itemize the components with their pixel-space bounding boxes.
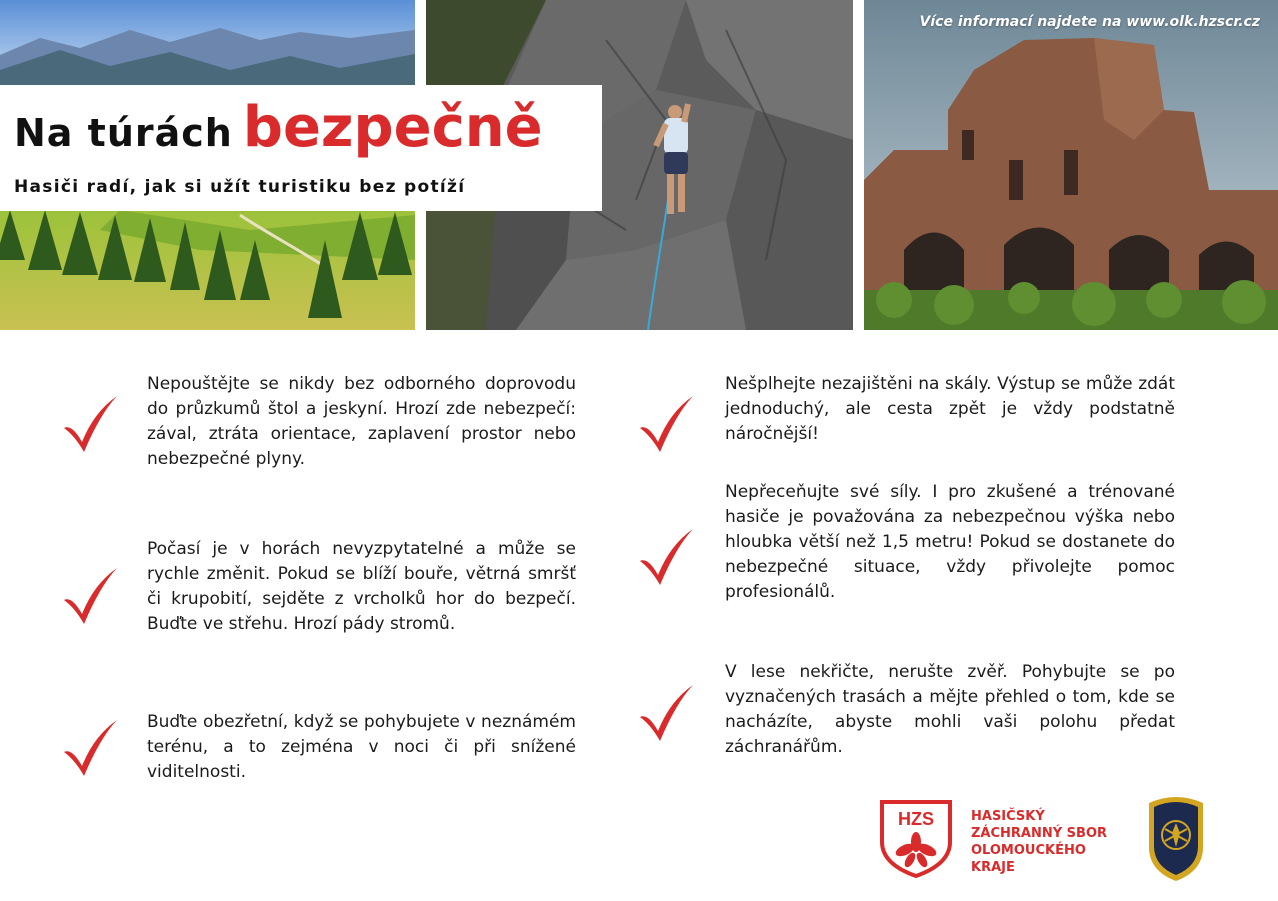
tip-weather: Počasí je v horách nevyzpytatelné a může se rychle změnit. Pokud se blíží bouře, větrná smršť či krupobití, sejděte z vrcholků hor do bezpečí. Buďte ve střehu. Hrozí pády stromů. xyxy=(147,539,576,634)
organization-name xyxy=(971,808,1141,876)
check-mark-icon xyxy=(60,718,120,780)
title-accent: bezpečně xyxy=(242,95,543,160)
org-line: OLOMOUCKÉHO xyxy=(971,843,1086,858)
org-line: ZÁCHRANNÝ SBOR xyxy=(971,826,1108,841)
page-subtitle: Hasiči radí, jak si užít turistiku bez potíží xyxy=(14,177,466,197)
org-line: HASIČSKÝ xyxy=(971,809,1045,824)
org-line: KRAJE xyxy=(971,860,1015,875)
check-mark-icon xyxy=(636,527,696,589)
check-mark-icon xyxy=(636,394,696,456)
check-mark-icon xyxy=(636,683,696,745)
castle-ruins-photo xyxy=(864,0,1278,330)
title-box xyxy=(0,85,602,211)
tip-strength: Nepřeceňujte své síly. I pro zkušené a trénované hasiče je považována za nebezpečnou výška nebo hloubka větší než 1,5 metru! Pokud se dostanete do nebezpečné situace, vždy přivolejte pomoc profesionálů. xyxy=(725,482,1175,602)
logo-text: HZS xyxy=(898,809,934,829)
check-mark-icon xyxy=(60,394,120,456)
fire-rescue-emblem xyxy=(1143,793,1209,883)
title-plain: Na túrách xyxy=(14,111,233,155)
website-info: Více informací najdete na www.olk.hzscr.cz xyxy=(919,14,1260,30)
page-title xyxy=(14,95,543,160)
tip-terrain: Buďte obezřetní, když se pohybujete v neznámém terénu, a to zejména v noci či při snížené viditelnosti. xyxy=(147,712,576,782)
tip-forest: V lese nekřičte, nerušte zvěř. Pohybujte se po vyznačených trasách a mějte přehled o tom, kde se nacházíte, abyste mohli vaši polohu předat záchranářům. xyxy=(725,662,1175,757)
tip-caves: Nepouštějte se nikdy bez odborného doprovodu do průzkumů štol a jeskyní. Hrozí zde nebezpečí: zával, ztráta orientace, zaplavení prostor nebo nebezpečné plyny. xyxy=(147,374,576,469)
tip-rocks: Nešplhejte nezajištěni na skály. Výstup se může zdát jednoduchý, ale cesta zpět je vždy podstatně náročnější! xyxy=(725,374,1175,444)
hzs-logo xyxy=(878,798,954,878)
check-mark-icon xyxy=(60,566,120,628)
